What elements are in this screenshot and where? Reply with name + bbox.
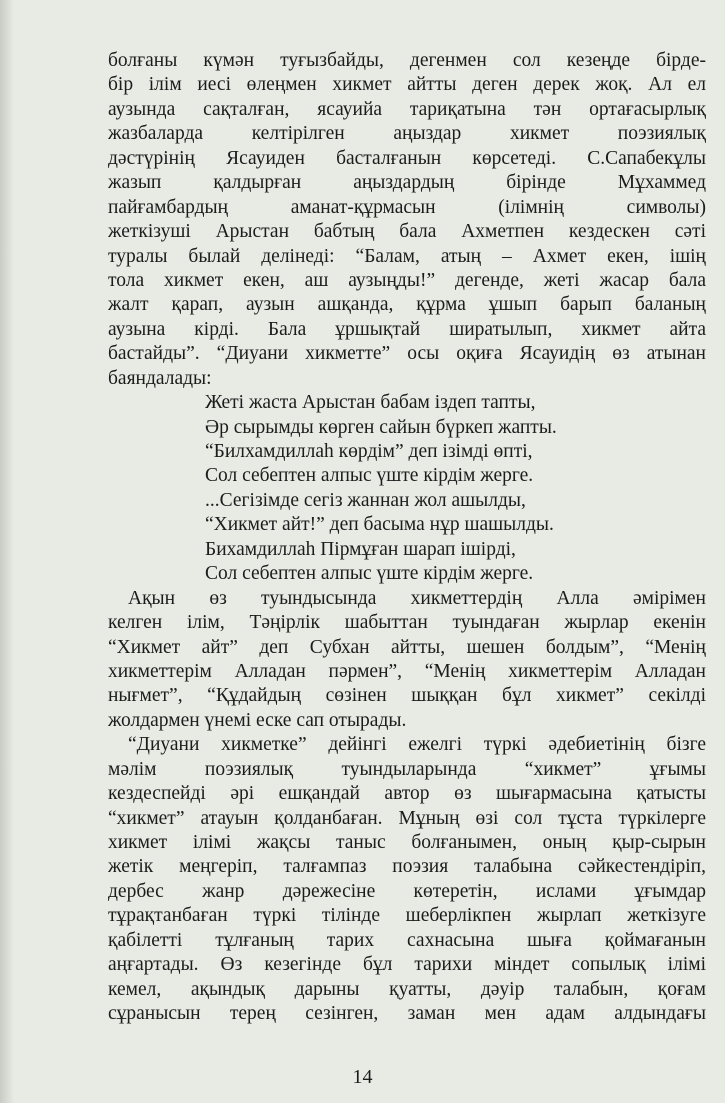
text-line: хикметтерім Алладан пәрмен”, “Менің хикметтерім Алладан bbox=[108, 660, 706, 682]
poem-line: ...Сегізімде сегіз жаннан жол ашылды, bbox=[205, 489, 526, 511]
poem-line: Жеті жаста Арыстан бабам іздеп тапты, bbox=[205, 392, 536, 414]
text-line: тұрақтанбаған түркі тілінде шеберлікпен жырлап жеткізуге bbox=[108, 905, 706, 927]
poem-line: “Билхамдиллаһ көрдім” деп ізімді өпті, bbox=[205, 441, 533, 462]
text-line: болғаны күмән туғызбайды, дегенмен сол кезеңде бірде- bbox=[108, 50, 706, 71]
text-line: Ақын өз туындысында хикметтердің Алла әмірімен bbox=[128, 587, 706, 609]
paragraph-1 bbox=[108, 49, 706, 391]
text-line: қабілетті тұлғаның тарих сахнасына шыға қоймағанын bbox=[108, 929, 706, 951]
text-line: жазып қалдырған аңыздардың бірінде Мұхаммед bbox=[108, 172, 706, 194]
text-line: туралы былай делінеді: “Балам, атың – Ахмет екен, ішің bbox=[108, 245, 706, 267]
poem-quote bbox=[108, 391, 706, 587]
page-edge-shadow bbox=[0, 0, 14, 1103]
text-line: жетік меңгеріп, талғампаз поэзия талабына сәйкестендіріп, bbox=[108, 856, 706, 878]
text-line: жалт қарап, аузын ашқанда, құрма ұшып барып баланың bbox=[108, 294, 706, 316]
text-line: аузына кірді. Бала ұршықтай ширатылып, хикмет айта bbox=[108, 318, 706, 340]
text-line: кемел, ақындық дарыны қуатты, дәуір талабын, қоғам bbox=[108, 978, 706, 1000]
text-line: аузында сақталған, ясауийа тариқатына тән ортағасырлық bbox=[108, 98, 706, 120]
poem-line: Сол себептен алпыс үште кірдім жерге. bbox=[205, 563, 534, 585]
text-line: бастайды”. “Диуани хикметте” осы оқиға Ясауидің өз атынан bbox=[108, 343, 706, 365]
text-line: жеткізуші Арыстан бабтың бала Ахметпен кездескен сәті bbox=[108, 221, 706, 243]
text-line: пайғамбардың аманат-құрмасын (ілімнің символы) bbox=[108, 196, 706, 218]
paragraph-3 bbox=[108, 733, 706, 1026]
text-line: тола хикмет екен, аш аузыңды!” дегенде, жеті жасар бала bbox=[108, 269, 706, 291]
text-line: жолдармен үнемі еске сап отырады. bbox=[108, 709, 407, 731]
text-line: келген ілім, Тәңірлік шабыттан туындаған жырлар екенін bbox=[108, 612, 706, 634]
text-line: нығмет”, “Құдайдың сөзінен шыққан бұл хикмет” секілді bbox=[108, 685, 706, 707]
poem-line: “Хикмет айт!” деп басыма нұр шашылды. bbox=[205, 514, 554, 536]
text-line: жазбаларда келтірілген аңыздар хикмет поэзиялық bbox=[108, 123, 706, 145]
paragraph-2 bbox=[108, 587, 706, 734]
text-line: мәлім поэзиялық туындыларында “хикмет” ұғымы bbox=[108, 758, 706, 780]
poem-line: Бихамдиллаһ Пірмұған шарап ішірді, bbox=[205, 538, 516, 560]
text-line: баяндалады: bbox=[108, 367, 212, 389]
text-line: бір ілім иесі өлеңмен хикмет айтты деген дерек жоқ. Ал ел bbox=[108, 74, 706, 96]
text-line: “Диуани хикметке” дейінгі ежелгі түркі әдебиетінің бізге bbox=[128, 734, 706, 756]
page-body bbox=[108, 49, 706, 1027]
poem-line: Сол себептен алпыс үште кірдім жерге. bbox=[205, 465, 534, 487]
text-line: “Хикмет айт” деп Субхан айтты, шешен болдым”, “Менің bbox=[108, 636, 706, 658]
text-line: дербес жанр дәрежесіне көтеретін, ислами ұғымдар bbox=[108, 880, 706, 902]
text-line: кездеспейді әрі ешқандай автор өз шығармасына қатысты bbox=[108, 783, 706, 805]
text-line: хикмет ілімі жақсы таныс болғанымен, оның қыр-сырын bbox=[108, 832, 706, 853]
page-number: 14 bbox=[352, 1066, 373, 1088]
text-line: “хикмет” атауын қолданбаған. Мұның өзі сол тұста түркілерге bbox=[108, 807, 706, 829]
poem-line: Әр сырымды көрген сайын бүркеп жапты. bbox=[205, 416, 557, 438]
text-line: аңғартады. Өз кезегінде бұл тарихи міндет сопылық ілімі bbox=[108, 954, 706, 976]
text-line: дәстүрінің Ясауиден басталғанын көрсетеді. С.Сапабекұлы bbox=[108, 147, 706, 169]
text-line: сұранысын терең сезінген, заман мен адам алдындағы bbox=[108, 1003, 706, 1025]
